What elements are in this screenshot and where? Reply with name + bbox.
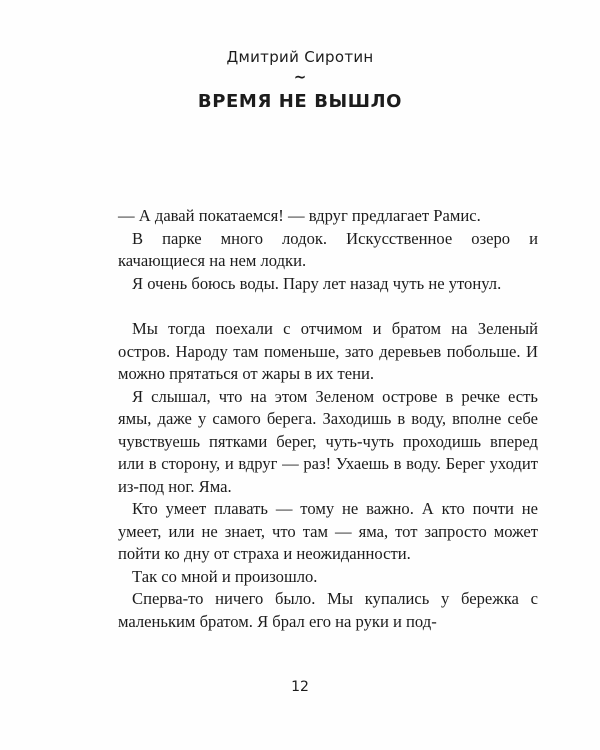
paragraph: Я очень боюсь воды. Пару лет назад чуть не утонул. <box>132 273 502 293</box>
paragraph: В парке много лодок. Искусственное озеро и качающиеся на нем лодки. <box>118 228 538 270</box>
paragraph: — А давай покатаемся! — вдруг предлагает Рамис. <box>118 206 481 225</box>
text-block-memory <box>118 318 538 633</box>
paragraph: Так со мной и произошло. <box>132 566 318 586</box>
paragraph: Сперва-то ничего было. Мы купались у бережка с маленьким братом. Я брал его на руки и под- <box>118 589 538 631</box>
chapter-title: ВРЕМЯ НЕ ВЫШЛО <box>197 91 403 112</box>
title-separator: ~ <box>293 68 307 86</box>
text-block-opening <box>118 205 538 295</box>
paragraph: Я слышал, что на этом Зеленом острове в речке есть ямы, даже у самого берега. Заходишь в воду, вполне себе чувствуешь пятками берег, чуть-чуть проходишь вперед или в сторону, и вдруг — раз! Ухаешь в воду. Берег уходит из-под ног. Яма. <box>118 386 538 496</box>
paragraph: Мы тогда поехали с отчимом и братом на Зеленый остров. Народу там поменьше, зато деревьев побольше. И можно прятаться от жары в их тени. <box>118 319 538 383</box>
paragraph: Кто умеет плавать — тому не важно. А кто почти не умеет, или не знает, что там — яма, тот запросто может пойти ко дну от страха и неожиданности. <box>118 499 538 563</box>
page-number: 12 <box>291 679 309 695</box>
author-name: Дмитрий Сиротин <box>226 48 374 66</box>
